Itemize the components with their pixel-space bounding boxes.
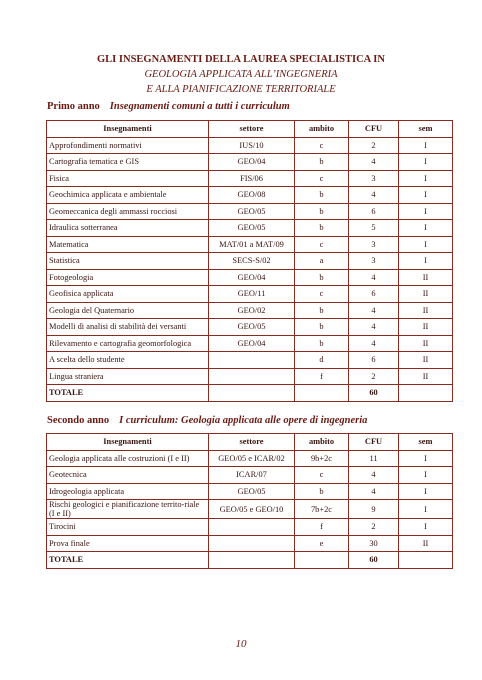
course-cfu: 3 — [349, 253, 399, 270]
course-name: Tirocini — [47, 519, 209, 536]
course-sem: I — [399, 500, 453, 519]
course-settore: MAT/01 a MAT/09 — [209, 236, 295, 253]
header-settore: settore — [209, 121, 295, 138]
course-sem: I — [399, 483, 453, 500]
course-ambito: b — [295, 302, 349, 319]
header-ambito: ambito — [295, 434, 349, 451]
table-header-row — [47, 434, 453, 451]
table-header-row — [47, 121, 453, 138]
course-settore: GEO/08 — [209, 187, 295, 204]
table-row — [47, 352, 453, 369]
course-cfu: 11 — [349, 450, 399, 467]
total-cfu: 60 — [349, 552, 399, 569]
course-settore: GEO/05 — [209, 203, 295, 220]
header-cfu: CFU — [349, 121, 399, 138]
course-cfu: 2 — [349, 137, 399, 154]
course-ambito: c — [295, 236, 349, 253]
table-row — [47, 203, 453, 220]
course-sem: II — [399, 319, 453, 336]
course-sem: I — [399, 170, 453, 187]
table-row — [47, 319, 453, 336]
course-name: A scelta dello studente — [47, 352, 209, 369]
course-name: Rischi geologici e pianificazione territo-riale (I e II) — [47, 500, 209, 519]
course-sem: I — [399, 450, 453, 467]
second-year-heading — [47, 415, 367, 426]
course-settore: GEO/05 e GEO/10 — [209, 500, 295, 519]
course-name: Idraulica sotterranea — [47, 220, 209, 237]
course-sem: II — [399, 368, 453, 385]
table-row — [47, 269, 453, 286]
table-row — [47, 302, 453, 319]
course-cfu: 6 — [349, 286, 399, 303]
course-cfu: 4 — [349, 335, 399, 352]
second-year-label: Secondo anno — [47, 415, 110, 426]
course-ambito: c — [295, 467, 349, 484]
course-settore: GEO/04 — [209, 335, 295, 352]
course-name: Fisica — [47, 170, 209, 187]
table-row — [47, 220, 453, 237]
header-insegnamenti: Insegnamenti — [47, 121, 209, 138]
header-insegnamenti: Insegnamenti — [47, 434, 209, 451]
table-row — [47, 286, 453, 303]
course-name: Geofisica applicata — [47, 286, 209, 303]
course-name: Fotogeologia — [47, 269, 209, 286]
table-row — [47, 483, 453, 500]
course-ambito: b — [295, 187, 349, 204]
course-ambito: b — [295, 335, 349, 352]
course-settore: ICAR/07 — [209, 467, 295, 484]
course-sem: I — [399, 154, 453, 171]
table-row — [47, 368, 453, 385]
course-cfu: 4 — [349, 187, 399, 204]
total-label: TOTALE — [47, 552, 209, 569]
total-row — [47, 385, 453, 402]
course-sem: II — [399, 535, 453, 552]
course-cfu: 4 — [349, 269, 399, 286]
course-settore: GEO/05 — [209, 483, 295, 500]
course-name: Matematica — [47, 236, 209, 253]
course-name: Prova finale — [47, 535, 209, 552]
course-name: Idrogeologia applicata — [47, 483, 209, 500]
course-name: Approfondimenti normativi — [47, 137, 209, 154]
course-ambito: b — [295, 483, 349, 500]
header-sem: sem — [399, 121, 453, 138]
table-row — [47, 467, 453, 484]
course-sem: I — [399, 137, 453, 154]
table-row — [47, 154, 453, 171]
course-ambito: 9b+2c — [295, 450, 349, 467]
page-heading — [0, 52, 482, 97]
course-cfu: 9 — [349, 500, 399, 519]
total-cfu: 60 — [349, 385, 399, 402]
course-sem: II — [399, 269, 453, 286]
course-name: Geologia del Quaternario — [47, 302, 209, 319]
course-ambito: e — [295, 535, 349, 552]
course-settore: GEO/05 e ICAR/02 — [209, 450, 295, 467]
table-row — [47, 137, 453, 154]
table-row — [47, 170, 453, 187]
course-cfu: 4 — [349, 483, 399, 500]
course-sem: II — [399, 352, 453, 369]
course-cfu: 30 — [349, 535, 399, 552]
course-ambito: b — [295, 220, 349, 237]
course-sem: I — [399, 253, 453, 270]
course-ambito: f — [295, 519, 349, 536]
course-sem: I — [399, 203, 453, 220]
heading-line-2: GEOLOGIA APPLICATA ALL’INGEGNERIA — [144, 69, 338, 80]
course-ambito: a — [295, 253, 349, 270]
table-row — [47, 187, 453, 204]
course-sem: I — [399, 467, 453, 484]
course-ambito: f — [295, 368, 349, 385]
course-ambito: c — [295, 286, 349, 303]
course-cfu: 4 — [349, 302, 399, 319]
course-cfu: 4 — [349, 319, 399, 336]
course-name: Statistica — [47, 253, 209, 270]
course-cfu: 4 — [349, 154, 399, 171]
table-row — [47, 335, 453, 352]
course-settore: SECS-S/02 — [209, 253, 295, 270]
course-cfu: 5 — [349, 220, 399, 237]
course-sem: I — [399, 187, 453, 204]
course-name: Modelli di analisi di stabilità dei versanti — [47, 319, 209, 336]
course-ambito: b — [295, 154, 349, 171]
course-sem: I — [399, 519, 453, 536]
course-name: Lingua straniera — [47, 368, 209, 385]
header-sem: sem — [399, 434, 453, 451]
course-settore — [209, 352, 295, 369]
course-cfu: 2 — [349, 368, 399, 385]
second-year-table-body — [47, 450, 453, 552]
course-ambito: c — [295, 170, 349, 187]
heading-line-3: E ALLA PIANIFICAZIONE TERRITORIALE — [146, 84, 336, 95]
first-year-table — [46, 120, 453, 402]
course-ambito: b — [295, 319, 349, 336]
heading-line-1: GLI INSEGNAMENTI DELLA LAUREA SPECIALISTICA IN — [97, 54, 385, 65]
course-ambito: c — [295, 137, 349, 154]
second-year-description: I curriculum: Geologia applicata alle opere di ingegneria — [119, 415, 368, 426]
page-number: 10 — [235, 638, 247, 650]
table-row — [47, 519, 453, 536]
total-row — [47, 552, 453, 569]
table-row — [47, 450, 453, 467]
course-name: Geomeccanica degli ammassi rocciosi — [47, 203, 209, 220]
first-year-table-body — [47, 137, 453, 385]
table-row — [47, 535, 453, 552]
course-settore — [209, 535, 295, 552]
course-sem: I — [399, 220, 453, 237]
course-cfu: 3 — [349, 170, 399, 187]
course-cfu: 4 — [349, 467, 399, 484]
table-row — [47, 236, 453, 253]
course-sem: II — [399, 286, 453, 303]
course-ambito: b — [295, 269, 349, 286]
second-year-table — [46, 433, 453, 569]
course-sem: I — [399, 236, 453, 253]
course-name: Geochimica applicata e ambientale — [47, 187, 209, 204]
course-name: Geologia applicata alle costruzioni (I e II) — [47, 450, 209, 467]
course-cfu: 6 — [349, 352, 399, 369]
course-ambito: b — [295, 203, 349, 220]
course-settore: GEO/05 — [209, 319, 295, 336]
course-cfu: 3 — [349, 236, 399, 253]
course-cfu: 6 — [349, 203, 399, 220]
header-ambito: ambito — [295, 121, 349, 138]
course-name: Geotecnica — [47, 467, 209, 484]
course-settore: GEO/02 — [209, 302, 295, 319]
course-settore: GEO/04 — [209, 269, 295, 286]
header-settore: settore — [209, 434, 295, 451]
table-row — [47, 500, 453, 519]
course-name: Cartografia tematica e GIS — [47, 154, 209, 171]
first-year-description: Insegnamenti comuni a tutti i curriculum — [109, 101, 290, 112]
course-sem: II — [399, 302, 453, 319]
course-sem: II — [399, 335, 453, 352]
course-settore: IUS/10 — [209, 137, 295, 154]
course-settore: FIS/06 — [209, 170, 295, 187]
course-settore: GEO/11 — [209, 286, 295, 303]
course-settore — [209, 368, 295, 385]
table-row — [47, 253, 453, 270]
course-settore: GEO/05 — [209, 220, 295, 237]
course-cfu: 2 — [349, 519, 399, 536]
header-cfu: CFU — [349, 434, 399, 451]
first-year-heading — [47, 101, 290, 112]
course-settore: GEO/04 — [209, 154, 295, 171]
course-settore — [209, 519, 295, 536]
first-year-label: Primo anno — [47, 101, 100, 112]
course-name: Rilevamento e cartografia geomorfologica — [47, 335, 209, 352]
course-ambito: d — [295, 352, 349, 369]
total-label: TOTALE — [47, 385, 209, 402]
course-ambito: 7b+2c — [295, 500, 349, 519]
